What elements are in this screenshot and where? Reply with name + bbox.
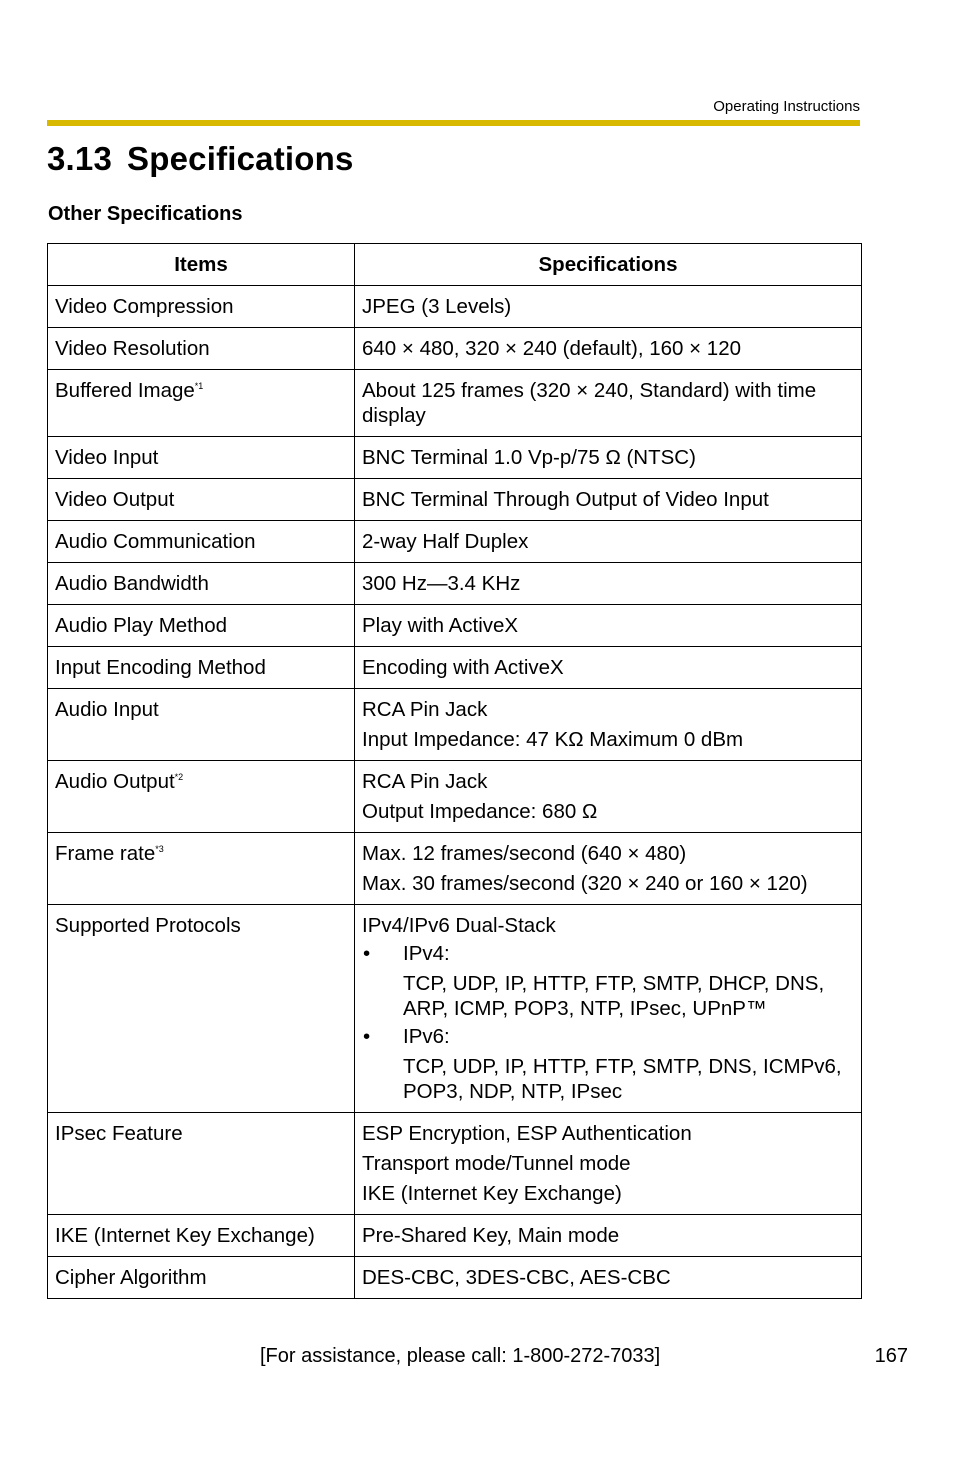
footnote-marker: *2 xyxy=(174,772,184,782)
item-label: Audio Communication xyxy=(55,530,256,553)
item-label: Video Compression xyxy=(55,295,234,318)
item-label: Buffered Image xyxy=(55,379,195,402)
item-cell xyxy=(48,563,355,605)
spec-line: IKE (Internet Key Exchange) xyxy=(362,1182,622,1205)
spec-table xyxy=(47,243,862,1299)
table-row xyxy=(48,689,862,761)
table-row xyxy=(48,1257,862,1299)
spec-line: IPv4/IPv6 Dual-Stack xyxy=(362,914,556,937)
footnote-marker: *1 xyxy=(194,381,204,391)
item-label: Video Resolution xyxy=(55,337,210,360)
item-cell xyxy=(48,605,355,647)
table-header-row xyxy=(48,244,862,286)
table-row xyxy=(48,521,862,563)
spec-line: 640 × 480, 320 × 240 (default), 160 × 120 xyxy=(362,337,741,360)
spec-line: RCA Pin Jack xyxy=(362,770,488,793)
spec-line: ESP Encryption, ESP Authentication xyxy=(362,1122,692,1145)
item-cell xyxy=(48,370,355,437)
protocol-label: IPv6: xyxy=(403,1025,450,1048)
bullet-icon: • xyxy=(363,1025,371,1048)
table-row xyxy=(48,370,862,437)
table-row xyxy=(48,437,862,479)
item-label: Audio Bandwidth xyxy=(55,572,209,595)
protocol-values: TCP, UDP, IP, HTTP, FTP, SMTP, DNS, ICMPv6, POP3, NDP, NTP, IPsec xyxy=(403,1055,842,1103)
item-cell xyxy=(48,328,355,370)
spec-cell xyxy=(355,605,862,647)
spec-line: Max. 12 frames/second (640 × 480) xyxy=(362,842,687,865)
table-row xyxy=(48,286,862,328)
spec-line: Output Impedance: 680 Ω xyxy=(362,800,598,823)
protocol-values: TCP, UDP, IP, HTTP, FTP, SMTP, DHCP, DNS, ARP, ICMP, POP3, NTP, IPsec, UPnP™ xyxy=(403,972,825,1020)
item-label: Frame rate xyxy=(55,842,156,865)
spec-cell xyxy=(355,1215,862,1257)
item-label: Input Encoding Method xyxy=(55,656,266,679)
table-row xyxy=(48,647,862,689)
page-number: 167 xyxy=(874,1345,908,1367)
section-title-text: Specifications xyxy=(127,140,354,177)
item-label: IKE (Internet Key Exchange) xyxy=(55,1224,315,1247)
spec-cell xyxy=(355,905,862,1113)
table-row xyxy=(48,905,862,1113)
table-row xyxy=(48,1215,862,1257)
table-row xyxy=(48,328,862,370)
spec-cell xyxy=(355,689,862,761)
table-row xyxy=(48,563,862,605)
item-cell xyxy=(48,437,355,479)
spec-cell xyxy=(355,563,862,605)
list-item xyxy=(362,1024,854,1104)
spec-line: Pre-Shared Key, Main mode xyxy=(362,1224,620,1247)
spec-line: Encoding with ActiveX xyxy=(362,656,564,679)
protocol-label: IPv4: xyxy=(403,942,450,965)
protocol-list xyxy=(362,941,854,1104)
item-cell xyxy=(48,761,355,833)
spec-cell xyxy=(355,1113,862,1215)
section-number: 3.13 xyxy=(47,140,113,177)
spec-cell xyxy=(355,328,862,370)
item-cell xyxy=(48,833,355,905)
spec-line: Max. 30 frames/second (320 × 240 or 160 × 120) xyxy=(362,872,808,895)
item-label: Audio Output xyxy=(55,770,175,793)
list-item xyxy=(362,941,854,1021)
table-row xyxy=(48,479,862,521)
item-cell xyxy=(48,286,355,328)
item-cell xyxy=(48,905,355,1113)
spec-line: About 125 frames (320 × 240, Standard) with time display xyxy=(362,379,817,427)
item-label: Audio Play Method xyxy=(55,614,228,637)
spec-cell xyxy=(355,647,862,689)
item-label: Cipher Algorithm xyxy=(55,1266,207,1289)
spec-cell xyxy=(355,370,862,437)
table-row xyxy=(48,605,862,647)
spec-line: DES-CBC, 3DES-CBC, AES-CBC xyxy=(362,1266,671,1289)
subheading: Other Specifications xyxy=(48,203,243,225)
spec-cell xyxy=(355,761,862,833)
item-cell xyxy=(48,521,355,563)
item-label: Video Input xyxy=(55,446,159,469)
spec-cell xyxy=(355,833,862,905)
assistance-footer: [For assistance, please call: 1-800-272-7033] xyxy=(260,1345,661,1367)
item-label: Video Output xyxy=(55,488,175,511)
spec-line: 2-way Half Duplex xyxy=(362,530,529,553)
item-cell xyxy=(48,1215,355,1257)
spec-line: Input Impedance: 47 KΩ Maximum 0 dBm xyxy=(362,728,744,751)
table-row xyxy=(48,1113,862,1215)
page-title xyxy=(47,140,354,178)
item-cell xyxy=(48,689,355,761)
item-label: Audio Input xyxy=(55,698,159,721)
item-cell xyxy=(48,1257,355,1299)
spec-line: Play with ActiveX xyxy=(362,614,519,637)
spec-cell xyxy=(355,286,862,328)
item-cell xyxy=(48,479,355,521)
table-row xyxy=(48,833,862,905)
bullet-icon: • xyxy=(363,942,371,965)
spec-line: RCA Pin Jack xyxy=(362,698,488,721)
item-label: IPsec Feature xyxy=(55,1122,183,1145)
spec-line: Transport mode/Tunnel mode xyxy=(362,1152,631,1175)
spec-line: BNC Terminal Through Output of Video Input xyxy=(362,488,769,511)
spec-cell xyxy=(355,521,862,563)
spec-line: BNC Terminal 1.0 Vp-p/75 Ω (NTSC) xyxy=(362,446,696,469)
spec-cell xyxy=(355,437,862,479)
spec-line: JPEG (3 Levels) xyxy=(362,295,512,318)
footnote-marker: *3 xyxy=(155,844,164,854)
item-cell xyxy=(48,1113,355,1215)
item-label: Supported Protocols xyxy=(55,914,241,937)
item-cell xyxy=(48,647,355,689)
spec-cell xyxy=(355,1257,862,1299)
spec-line: 300 Hz—3.4 KHz xyxy=(362,572,521,595)
column-header-specifications: Specifications xyxy=(355,244,862,286)
table-row xyxy=(48,761,862,833)
header-rule xyxy=(47,120,860,126)
spec-cell xyxy=(355,479,862,521)
running-header: Operating Instructions xyxy=(713,98,860,115)
column-header-items: Items xyxy=(48,244,355,286)
